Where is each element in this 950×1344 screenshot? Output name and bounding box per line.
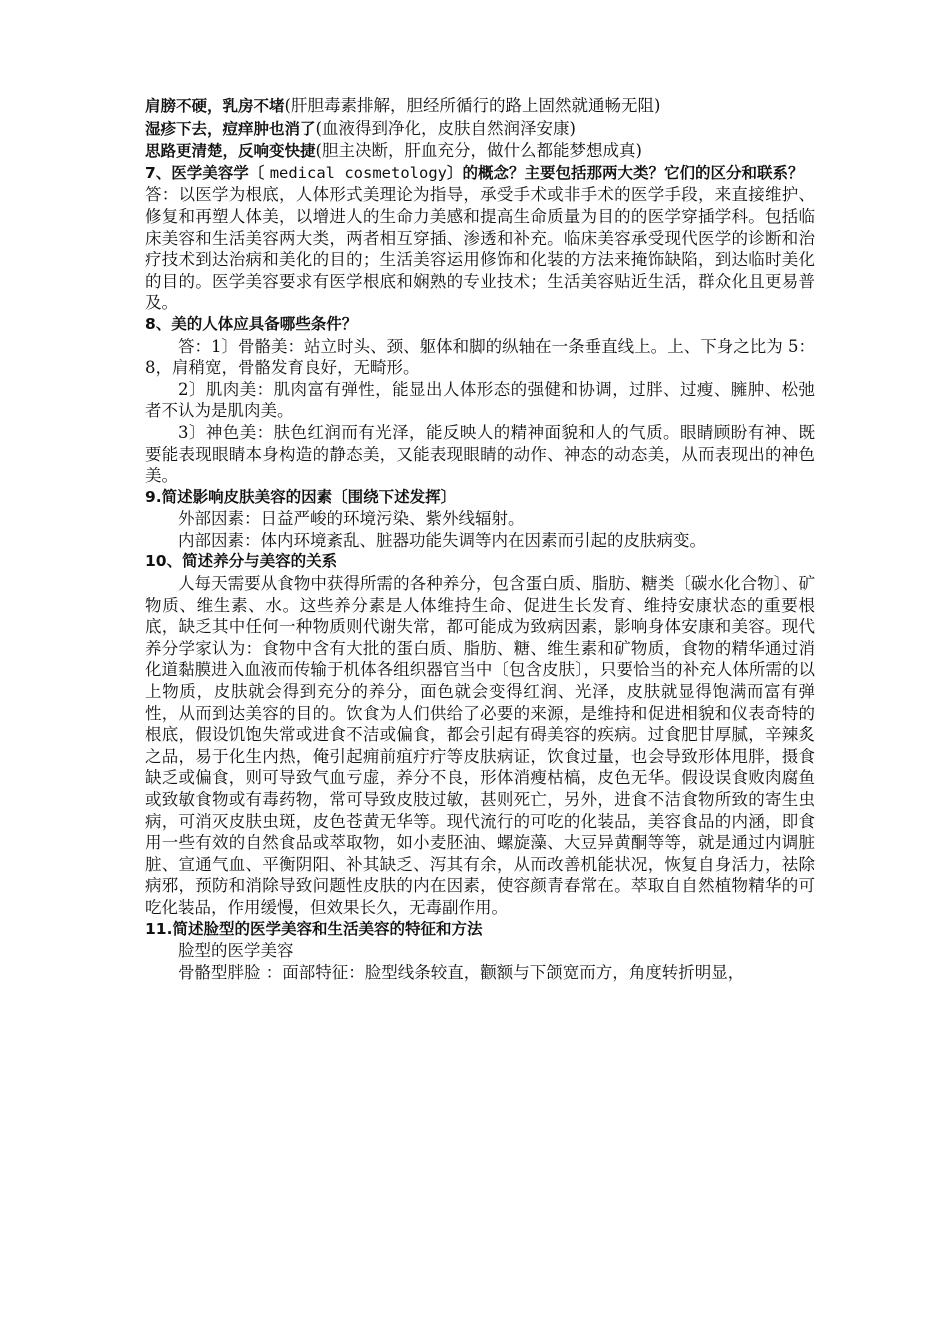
question-9-external: 外部因素：日益严峻的环境污染、紫外线辐射。 xyxy=(178,509,525,529)
question-8-heading: 8、美的人体应具备哪些条件？ xyxy=(145,314,358,333)
benefit-note: (血液得到净化，皮肤自然润泽安康) xyxy=(315,118,576,138)
question-11-line: 骨骼型胖脸 ：面部特征：脸型线条较直，颧额与下颌宽而方，角度转折明显， xyxy=(178,962,745,982)
benefit-bold: 思路更清楚，反响变快捷 xyxy=(145,142,316,161)
benefit-note: (肝胆毒素排解，胆经所循行的路上固然就通畅无阻) xyxy=(284,96,661,115)
benefit-line-2 xyxy=(145,118,815,141)
question-8-item-3: 3〕神色美：肤色红润而有光泽，能反映人的精神面貌和人的气质。眼睛顾盼有神、既要能表现眼睛本身构造的静态美，又能表现眼睛的动作、神态的动态美，从而表现出的神色美。 xyxy=(145,422,815,486)
benefit-line-1 xyxy=(145,95,815,118)
question-9-heading: 9.简述影响皮肤美容的因素〔围绕下述发挥〕 xyxy=(145,487,457,506)
benefit-line-3 xyxy=(145,140,815,163)
question-7-heading: 7、医学美容学〔 medical cosmetology〕的概念？主要包括那两大类？它们的区分和联系？ xyxy=(145,163,804,182)
question-8-item-1: 答：1〕骨骼美：站立时头、颈、躯体和脚的纵轴在一条垂直线上。上、下身之比为 5：8，肩稍宽，骨骼发育良好，无畸形。 xyxy=(145,336,815,378)
question-11-heading: 11.简述脸型的医学美容和生活美容的特征和方法 xyxy=(145,919,483,938)
question-10-heading: 10、简述养分与美容的关系 xyxy=(145,552,338,571)
question-10-body: 人每天需要从食物中获得所需的各种养分，包含蛋白质、脂肪、糖类〔碳水化合物〕、矿物质、维生素、水。这些养分素是人体维持生命、促进生长发育、维持安康状态的重要根底，缺乏其中任何一种物质则代谢失常，都可能成为致病因素，影响身体安康和美容。现代养分学家认为：食物中含有大批的蛋白质、脂肪、糖、维生素和矿物质，食物的精华通过消化道黏膜进入血液而传输于机体各组织器官当中〔包含皮肤〕，只要恰当的补充人体所需的以上物质，皮肤就会得到充分的养分，面色就会变得红润、光泽，皮肤就显得饱满而富有弹性，从而到达美容的目的。饮食为人们供给了必要的来源，是维持和促进相貌和仪表奇特的根底，假设饥饱失常或进食不洁或偏食，都会引起有碍美容的疾病。过食肥甘厚腻，辛辣炙之品，易于化生内热，俺引起痈前疽疔疔等皮肤病证，饮食过量，也会导致形体甩胖，摄食缺乏或偏食，则可导致气血亏虚，养分不良，形体消瘦枯槁，皮色无华。假设误食败肉腐鱼或致敏食物或有毒药物，常可导致皮肢过敏，甚则死亡，另外，进食不洁食物所致的寄生虫病，可消灭皮肤虫斑，皮色苍黄无华等。现代流行的可吃的化装品，美容食品的内涵，即食用一些有效的自然食品或萃取物，如小麦胚油、螺旋藻、大豆异黄酮等等，就是通过内调脏脏、宣通气血、平衡阴阳、补其缺乏、泻其有余，从而改善机能状况，恢复自身活力，祛除病邪，预防和消除导致问题性皮肤的内在因素，使容颜青春常在。萃取自自然植物精华的可吃化装品，作用缓慢，但效果长久，无毒副作用。 xyxy=(145,574,815,917)
benefit-note: (胆主决断，肝血充分，做什么都能梦想成真) xyxy=(315,141,642,161)
benefit-bold: 肩膀不硬，乳房不堵 xyxy=(145,97,285,115)
document-page xyxy=(145,95,815,983)
question-8-item-2: 2〕肌肉美：肌肉富有弹性，能显出人体形态的强健和协调，过胖、过瘦、臃肿、松弛者不认为是肌肉美。 xyxy=(145,379,815,421)
question-9-internal: 内部因素：体内环境紊乱、脏器功能失调等内在因素而引起的皮肤病变。 xyxy=(178,530,706,550)
question-11-subheading: 脸型的医学美容 xyxy=(178,941,294,961)
benefit-bold: 湿疹下去，痘痒肿也消了 xyxy=(145,119,316,138)
question-7-answer: 答：以医学为根底，人体形式美理论为指导，承受手术或非手术的医学手段，来直接维护、修复和再塑人体美，以增进人的生命力美感和提高生命质量为目的的医学穿插学科。包括临床美容和生活美容两大类，两者相互穿插、渗透和补充。临床美容承受现代医学的诊断和治疗技术到达治病和美化的目的；生活美容运用修饰和化装的方法来掩饰缺陷，到达临时美化的目的。医学美容要求有医学根底和娴熟的专业技术；生活美容贴近生活，群众化且更易普及。 xyxy=(145,185,815,313)
